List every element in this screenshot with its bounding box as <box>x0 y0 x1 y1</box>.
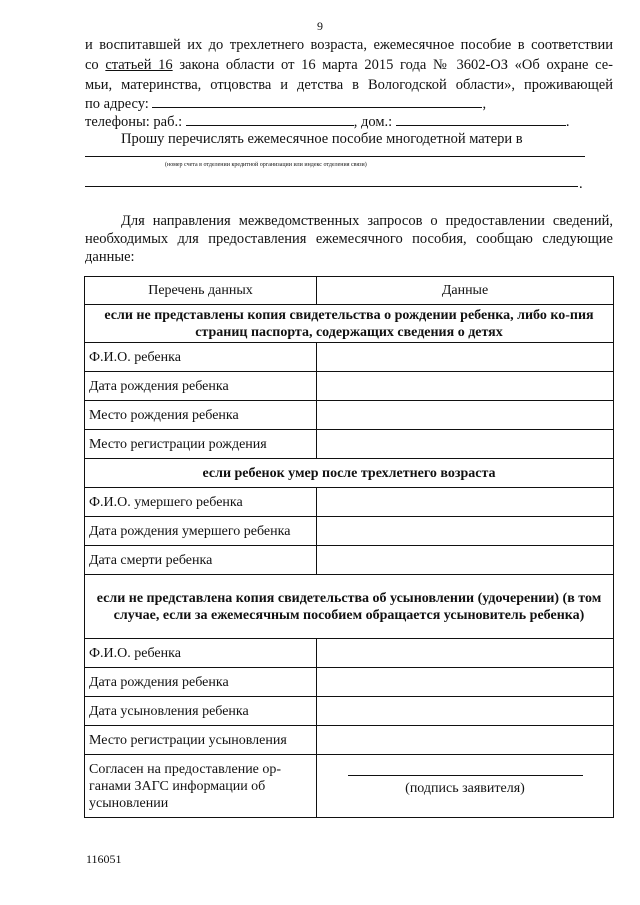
row-value-field[interactable] <box>317 546 614 575</box>
row-value-field[interactable] <box>317 343 614 372</box>
row-label: Место регистрации усыновления <box>85 726 317 755</box>
section-title: если ребенок умер после трехлетнего возраста <box>85 459 614 488</box>
table-row <box>85 372 614 401</box>
request-line-1: Для направления межведомственных запросов о предоставлении сведений, <box>121 213 613 229</box>
row-value-field[interactable] <box>317 726 614 755</box>
row-label: Дата рождения умершего ребенка <box>85 517 317 546</box>
row-label: Место рождения ребенка <box>85 401 317 430</box>
request-line-2: необходимых для предоставления ежемесячного пособия, сообщаю следующие <box>85 231 613 247</box>
row-value-field[interactable] <box>317 430 614 459</box>
row-label: Ф.И.О. умершего ребенка <box>85 488 317 517</box>
law-article-link[interactable]: статьей 16 <box>105 57 173 73</box>
row-label: Место регистрации рождения <box>85 430 317 459</box>
consent-row <box>85 755 614 818</box>
consent-text: Согласен на предоставление ор-ганами ЗАГС информации об усыновлении <box>85 755 317 818</box>
header-list: Перечень данных <box>85 277 317 305</box>
table-row <box>85 697 614 726</box>
signature-caption: (подпись заявителя) <box>405 781 525 796</box>
section-child-died <box>85 459 614 488</box>
row-value-field[interactable] <box>317 488 614 517</box>
payment-request: Прошу перечислять ежемесячное пособие многодетной матери в <box>121 131 523 147</box>
row-label: Дата усыновления ребенка <box>85 697 317 726</box>
section-adoption <box>85 575 614 639</box>
account-field-caption: (номер счета в отделении кредитной организации или индекс отделения связи) <box>165 162 367 168</box>
phones-line <box>85 112 613 131</box>
section-title: если не представлена копия свидетельства об усыновлении (удочерении) (в том случае, если за ежемесячным пособием обращается усыновитель ребенка) <box>85 575 614 639</box>
table-row <box>85 639 614 668</box>
table-row <box>85 430 614 459</box>
section-title: если не представлены копия свидетельства о рождении ребенка, либо ко-пия страниц паспорта, содержащих сведения о детях <box>85 305 614 343</box>
account-field-line[interactable] <box>85 156 585 157</box>
page-number: 9 <box>317 19 323 33</box>
table-row <box>85 401 614 430</box>
account-field-line-2[interactable] <box>85 186 578 187</box>
signature-cell[interactable] <box>317 755 614 818</box>
row-label: Дата рождения ребенка <box>85 668 317 697</box>
address-line <box>85 94 613 113</box>
account-period: . <box>579 176 583 192</box>
row-label: Ф.И.О. ребенка <box>85 343 317 372</box>
address-label: по адресу: <box>85 96 149 112</box>
address-field[interactable] <box>152 94 482 108</box>
row-value-field[interactable] <box>317 372 614 401</box>
row-value-field[interactable] <box>317 639 614 668</box>
phone-home-label: , дом.: <box>353 114 393 130</box>
row-label: Дата рождения ребенка <box>85 372 317 401</box>
row-value-field[interactable] <box>317 668 614 697</box>
address-comma: , <box>482 96 487 112</box>
row-label: Дата смерти ребенка <box>85 546 317 575</box>
phones-end: . <box>565 114 570 130</box>
row-value-field[interactable] <box>317 517 614 546</box>
table-row <box>85 517 614 546</box>
phone-home-field[interactable] <box>396 112 566 126</box>
request-line-3: данные: <box>85 249 135 265</box>
section-birth-docs <box>85 305 614 343</box>
row-label: Ф.И.О. ребенка <box>85 639 317 668</box>
table-row <box>85 546 614 575</box>
intro-line-2-pre: со <box>85 57 99 73</box>
intro-line-3: мьи, материнства, отцовства и детства в Вологодской области», проживающей <box>85 77 613 93</box>
intro-line-2 <box>85 56 613 74</box>
data-table <box>84 276 614 818</box>
intro-line-1: и воспитавшей их до трехлетнего возраста, ежемесячное пособие в соответствии <box>85 37 613 53</box>
table-row <box>85 488 614 517</box>
table-row <box>85 668 614 697</box>
table-row <box>85 343 614 372</box>
header-data: Данные <box>317 277 614 305</box>
signature-line[interactable] <box>348 775 583 776</box>
table-row <box>85 726 614 755</box>
row-value-field[interactable] <box>317 697 614 726</box>
row-value-field[interactable] <box>317 401 614 430</box>
phone-work-label: телефоны: раб.: <box>85 114 183 130</box>
footer-code: 116051 <box>86 852 122 866</box>
intro-line-2-post: закона области от 16 марта 2015 года № 3602-ОЗ «Об охране се- <box>179 57 613 73</box>
table-header <box>85 277 614 305</box>
phone-work-field[interactable] <box>186 112 354 126</box>
